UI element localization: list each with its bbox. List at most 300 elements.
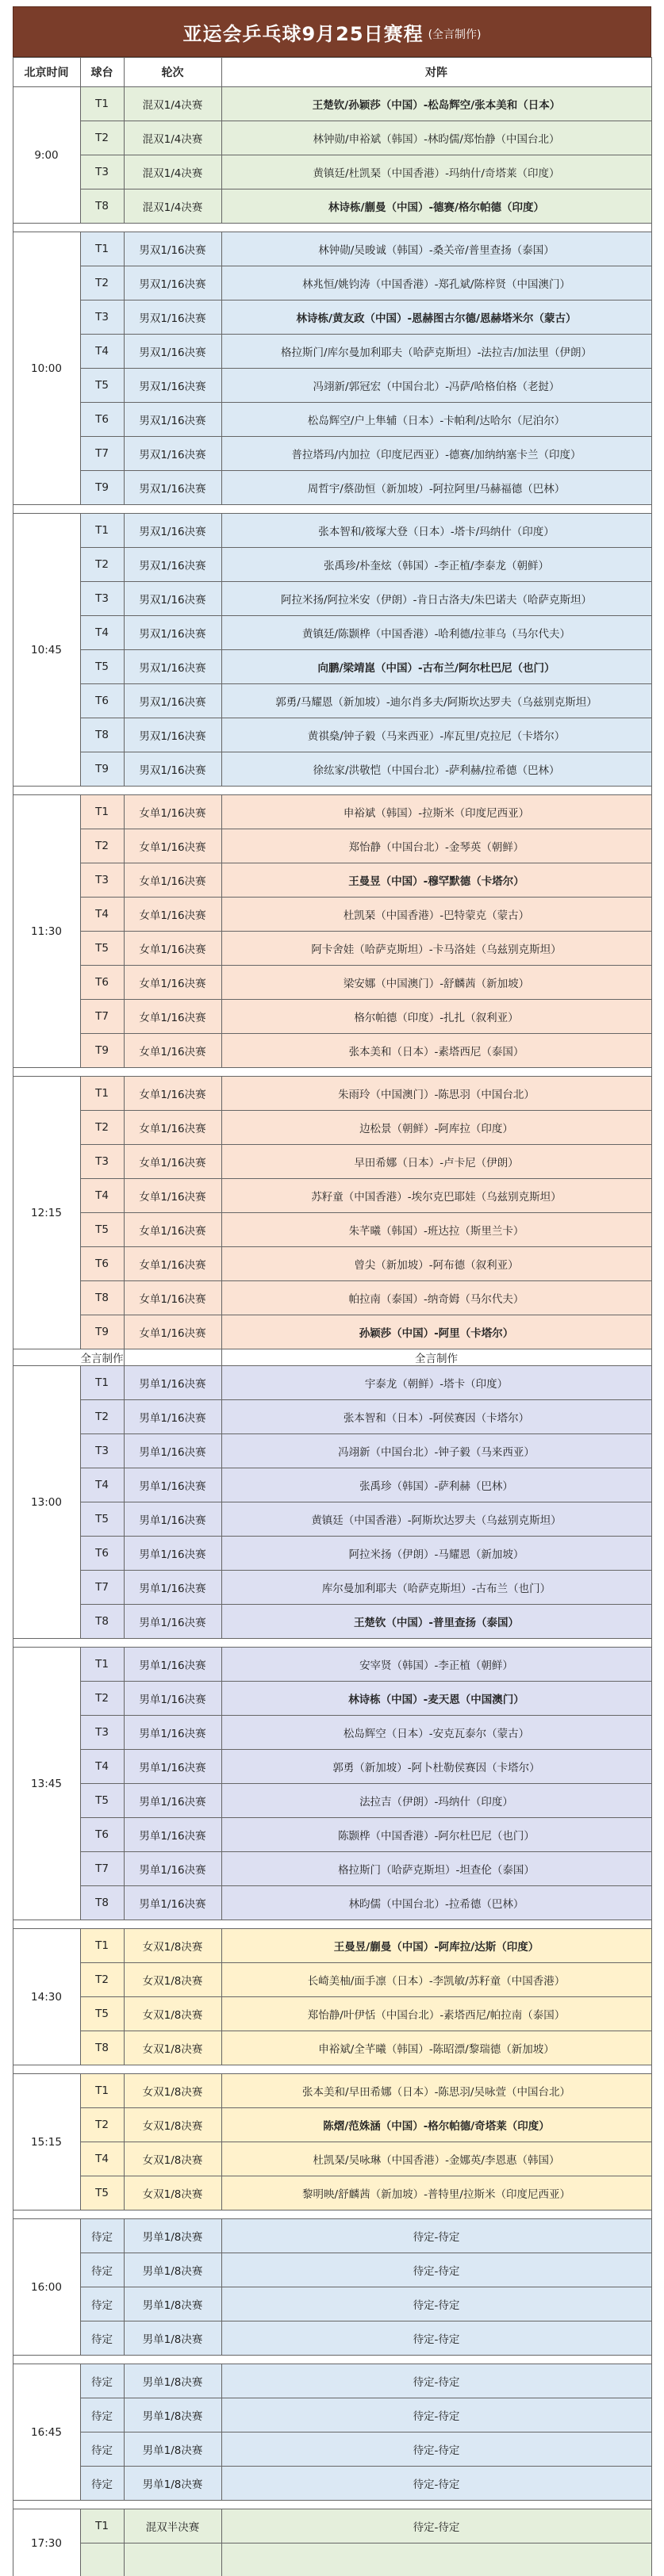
separator-cell bbox=[13, 224, 651, 232]
match-row bbox=[13, 1605, 651, 1639]
round-label: 男单1/16决赛 bbox=[124, 1605, 221, 1639]
table-number: T1 bbox=[80, 1366, 124, 1400]
round-label: 男单1/16决赛 bbox=[124, 1400, 221, 1434]
round-label: 女单1/16决赛 bbox=[124, 1281, 221, 1315]
match-pairing: 郑怡静/叶伊恬（中国台北）-素塔西尼/帕拉南（泰国） bbox=[221, 1997, 651, 2031]
time-slot: 10:45 bbox=[13, 514, 80, 787]
match-pairing: 待定-待定 bbox=[221, 2398, 651, 2432]
table-number: T2 bbox=[80, 1400, 124, 1434]
match-pairing: 冯翊新/郭冠宏（中国台北）-冯萨/哈格伯格（老挝） bbox=[221, 369, 651, 403]
round-label: 男单1/8决赛 bbox=[124, 2253, 221, 2287]
header-round: 轮次 bbox=[124, 58, 221, 87]
table-number: T3 bbox=[80, 582, 124, 616]
table-number: T1 bbox=[80, 232, 124, 266]
match-row bbox=[13, 2074, 651, 2108]
round-label: 混双1/4决赛 bbox=[124, 121, 221, 155]
match-row bbox=[13, 1852, 651, 1886]
match-row bbox=[13, 2432, 651, 2467]
match-row bbox=[13, 2031, 651, 2065]
table-number: T5 bbox=[80, 369, 124, 403]
match-row bbox=[13, 2543, 651, 2576]
round-label: 男单1/8决赛 bbox=[124, 2219, 221, 2253]
match-pairing: 张禹珍/朴奎炫（韩国）-李正植/李泰龙（朝鲜） bbox=[221, 548, 651, 582]
round-label: 女单1/16决赛 bbox=[124, 966, 221, 1000]
match-row bbox=[13, 932, 651, 966]
table-number: T2 bbox=[80, 548, 124, 582]
round-label: 男单1/16决赛 bbox=[124, 1537, 221, 1571]
round-label: 女单1/16决赛 bbox=[124, 898, 221, 932]
match-row bbox=[13, 1247, 651, 1281]
match-row bbox=[13, 863, 651, 898]
match-pairing: 待定-待定 bbox=[221, 2364, 651, 2398]
round-label: 男双1/16决赛 bbox=[124, 650, 221, 684]
table-number: T8 bbox=[80, 1605, 124, 1639]
round-label: 男双1/16决赛 bbox=[124, 335, 221, 369]
match-row bbox=[13, 232, 651, 266]
match-pairing: 早田希娜（日本）-卢卡尼（伊朗） bbox=[221, 1145, 651, 1179]
match-pairing: 阿拉米扬/阿拉米安（伊朗）-肯日古洛夫/朱巴诺夫（哈萨克斯坦） bbox=[221, 582, 651, 616]
table-number: T3 bbox=[80, 155, 124, 189]
match-row bbox=[13, 616, 651, 650]
table-number: T3 bbox=[80, 863, 124, 898]
round-label: 女单1/16决赛 bbox=[124, 1315, 221, 1349]
table-number: 待定 bbox=[80, 2467, 124, 2501]
match-pairing: 张禹珍（韩国）-萨利赫（巴林） bbox=[221, 1468, 651, 1502]
round-label: 男单1/8决赛 bbox=[124, 2467, 221, 2501]
round-label: 女双1/8决赛 bbox=[124, 2108, 221, 2142]
match-row bbox=[13, 1648, 651, 1682]
table-number: T1 bbox=[80, 2509, 124, 2543]
table-number: T3 bbox=[80, 300, 124, 335]
match-row bbox=[13, 2219, 651, 2253]
round-label: 男单1/8决赛 bbox=[124, 2287, 221, 2321]
round-label: 男双1/16决赛 bbox=[124, 718, 221, 752]
match-row bbox=[13, 2176, 651, 2210]
watermark-row bbox=[13, 1349, 651, 1366]
match-pairing: 黄镇廷/陈颢桦（中国香港）-哈利德/拉菲乌（马尔代夫） bbox=[221, 616, 651, 650]
match-pairing: 林诗栋/黄友政（中国）-恩赫图古尔德/恩赫塔米尔（蒙古） bbox=[221, 300, 651, 335]
block-separator bbox=[13, 1920, 651, 1929]
header-row bbox=[13, 58, 651, 87]
match-pairing: 长崎美柚/面手凛（日本）-李凯敏/苏籽童（中国香港） bbox=[221, 1963, 651, 1997]
match-row bbox=[13, 2398, 651, 2432]
round-label: 女双1/8决赛 bbox=[124, 1997, 221, 2031]
block-separator bbox=[13, 2210, 651, 2219]
round-label: 女单1/16决赛 bbox=[124, 1034, 221, 1068]
round-label: 混双1/4决赛 bbox=[124, 189, 221, 224]
match-pairing: 王楚钦/孙颖莎（中国）-松岛辉空/张本美和（日本） bbox=[221, 87, 651, 121]
table-number: T9 bbox=[80, 471, 124, 505]
match-row bbox=[13, 335, 651, 369]
round-label: 男双1/16决赛 bbox=[124, 437, 221, 471]
round-label: 男双1/16决赛 bbox=[124, 403, 221, 437]
match-pairing: 帕拉南（泰国）-纳奇姆（马尔代夫） bbox=[221, 1281, 651, 1315]
round-label: 女双1/8决赛 bbox=[124, 1929, 221, 1963]
table-number: 待定 bbox=[80, 2321, 124, 2356]
round-label: 女双1/8决赛 bbox=[124, 1963, 221, 1997]
match-pairing: 孙颖莎（中国）-阿里（卡塔尔） bbox=[221, 1315, 651, 1349]
table-number: T4 bbox=[80, 898, 124, 932]
round-label: 男单1/16决赛 bbox=[124, 1502, 221, 1537]
match-row bbox=[13, 1929, 651, 1963]
header-match: 对阵 bbox=[221, 58, 651, 87]
table-number: T2 bbox=[80, 266, 124, 300]
match-pairing: 郭勇/马耀恩（新加坡）-迪尔肖多夫/阿斯坎达罗夫（乌兹别克斯坦） bbox=[221, 684, 651, 718]
match-pairing: 边松景（朝鲜）-阿库拉（印度） bbox=[221, 1111, 651, 1145]
separator-cell bbox=[13, 1920, 651, 1929]
table-number: T6 bbox=[80, 1537, 124, 1571]
block-separator bbox=[13, 1068, 651, 1077]
round-label: 男单1/16决赛 bbox=[124, 1852, 221, 1886]
table-number: T2 bbox=[80, 829, 124, 863]
match-row bbox=[13, 1077, 651, 1111]
match-row bbox=[13, 1366, 651, 1400]
match-pairing: 周哲宇/蔡劭恒（新加坡）-阿拉阿里/马赫福德（巴林） bbox=[221, 471, 651, 505]
time-slot: 13:00 bbox=[13, 1366, 80, 1639]
match-row bbox=[13, 1997, 651, 2031]
match-pairing: 黄镇廷（中国香港）-阿斯坎达罗夫（乌兹别克斯坦） bbox=[221, 1502, 651, 1537]
match-pairing: 郑怡静（中国台北）-金琴英（朝鲜） bbox=[221, 829, 651, 863]
table-number: T6 bbox=[80, 966, 124, 1000]
table-number: T6 bbox=[80, 403, 124, 437]
match-row bbox=[13, 650, 651, 684]
match-pairing: 陈熠/范姝涵（中国）-格尔帕德/奇塔莱（印度） bbox=[221, 2108, 651, 2142]
round-label: 男单1/16决赛 bbox=[124, 1648, 221, 1682]
table-number: T7 bbox=[80, 1571, 124, 1605]
block-separator bbox=[13, 2356, 651, 2364]
match-pairing: 曾尖（新加坡）-阿布德（叙利亚） bbox=[221, 1247, 651, 1281]
match-row bbox=[13, 2509, 651, 2543]
round-label: 女双1/8决赛 bbox=[124, 2142, 221, 2176]
table-number: T1 bbox=[80, 1077, 124, 1111]
time-slot: 9:00 bbox=[13, 87, 80, 224]
table-number: T1 bbox=[80, 2074, 124, 2108]
table-number: T8 bbox=[80, 2031, 124, 2065]
table-number: 待定 bbox=[80, 2432, 124, 2467]
table-number: T1 bbox=[80, 514, 124, 548]
match-pairing: 朱芊曦（韩国）-班达拉（斯里兰卡） bbox=[221, 1213, 651, 1247]
match-pairing: 普拉塔玛/内加拉（印度尼西亚）-德赛/加纳纳塞卡兰（印度） bbox=[221, 437, 651, 471]
match-row bbox=[13, 437, 651, 471]
round-label: 男双1/16决赛 bbox=[124, 684, 221, 718]
match-row bbox=[13, 795, 651, 829]
separator-cell bbox=[13, 2065, 651, 2074]
match-pairing: 黄镇廷/杜凯琹（中国香港）-玛纳什/奇塔莱（印度） bbox=[221, 155, 651, 189]
header-table: 球台 bbox=[80, 58, 124, 87]
match-pairing: 格尔帕德（印度）-扎扎（叙利亚） bbox=[221, 1000, 651, 1034]
round-label: 男双1/16决赛 bbox=[124, 369, 221, 403]
title-bar bbox=[13, 6, 651, 57]
match-row bbox=[13, 1434, 651, 1468]
match-pairing: 黎明映/舒麟茜（新加坡）-普特里/拉斯米（印度尼西亚） bbox=[221, 2176, 651, 2210]
match-row bbox=[13, 829, 651, 863]
match-pairing: 林诗栋（中国）-麦天恩（中国澳门） bbox=[221, 1682, 651, 1716]
match-row bbox=[13, 403, 651, 437]
match-pairing: 松岛辉空（日本）-安克瓦泰尔（蒙古） bbox=[221, 1716, 651, 1750]
watermark-center: 全言制作 bbox=[221, 1349, 651, 1366]
match-pairing: 陈颢桦（中国香港）-阿尔杜巴尼（也门） bbox=[221, 1818, 651, 1852]
match-row bbox=[13, 2321, 651, 2356]
round-label: 男单1/16决赛 bbox=[124, 1750, 221, 1784]
match-pairing: 格拉斯门（哈萨克斯坦）-坦查伦（泰国） bbox=[221, 1852, 651, 1886]
match-row bbox=[13, 1034, 651, 1068]
match-row bbox=[13, 1179, 651, 1213]
match-row bbox=[13, 898, 651, 932]
table-number: T8 bbox=[80, 1281, 124, 1315]
round-label: 男双1/16决赛 bbox=[124, 582, 221, 616]
match-row bbox=[13, 718, 651, 752]
schedule-body bbox=[13, 87, 651, 2576]
header-time: 北京时间 bbox=[13, 58, 80, 87]
match-row bbox=[13, 684, 651, 718]
round-label: 女双1/8决赛 bbox=[124, 2176, 221, 2210]
separator-cell bbox=[13, 505, 651, 514]
match-row bbox=[13, 1145, 651, 1179]
match-row bbox=[13, 471, 651, 505]
block-separator bbox=[13, 1639, 651, 1648]
round-label: 男单1/8决赛 bbox=[124, 2321, 221, 2356]
match-pairing: 待定-待定 bbox=[221, 2321, 651, 2356]
table-number: T4 bbox=[80, 1468, 124, 1502]
round-label: 男双1/16决赛 bbox=[124, 300, 221, 335]
match-pairing: 林昀儒（中国台北）-拉希德（巴林） bbox=[221, 1886, 651, 1920]
match-row bbox=[13, 2253, 651, 2287]
table-number: T2 bbox=[80, 1963, 124, 1997]
round-label: 女双1/8决赛 bbox=[124, 2031, 221, 2065]
page-title: 亚运会乒乓球9月25日赛程 bbox=[182, 22, 424, 45]
table-number: T1 bbox=[80, 1929, 124, 1963]
table-number: T4 bbox=[80, 1750, 124, 1784]
round-label: 女单1/16决赛 bbox=[124, 1145, 221, 1179]
time-slot: 15:15 bbox=[13, 2074, 80, 2210]
table-number: T5 bbox=[80, 2176, 124, 2210]
round-label: 男单1/16决赛 bbox=[124, 1716, 221, 1750]
match-row bbox=[13, 1213, 651, 1247]
table-number: 待定 bbox=[80, 2364, 124, 2398]
table-number: T9 bbox=[80, 1034, 124, 1068]
round-label: 女单1/16决赛 bbox=[124, 863, 221, 898]
match-pairing: 张本智和/筱塚大登（日本）-塔卡/玛纳什（印度） bbox=[221, 514, 651, 548]
match-row bbox=[13, 1886, 651, 1920]
round-label: 男单1/8决赛 bbox=[124, 2432, 221, 2467]
round-label: 男单1/16决赛 bbox=[124, 1886, 221, 1920]
match-pairing: 法拉吉（伊朗）-玛纳什（印度） bbox=[221, 1784, 651, 1818]
match-pairing: 徐纮家/洪敬恺（中国台北）-萨利赫/拉希德（巴林） bbox=[221, 752, 651, 787]
table-number: T8 bbox=[80, 1886, 124, 1920]
match-pairing: 朱雨玲（中国澳门）-陈思羽（中国台北） bbox=[221, 1077, 651, 1111]
match-row bbox=[13, 1537, 651, 1571]
match-pairing: 待定-待定 bbox=[221, 2509, 651, 2543]
table-number: T3 bbox=[80, 1145, 124, 1179]
round-label: 男双1/16决赛 bbox=[124, 232, 221, 266]
match-row bbox=[13, 1281, 651, 1315]
match-row bbox=[13, 1682, 651, 1716]
match-pairing: 冯翊新（中国台北）-钟子毅（马来西亚） bbox=[221, 1434, 651, 1468]
block-separator bbox=[13, 2501, 651, 2509]
round-label: 女双1/8决赛 bbox=[124, 2074, 221, 2108]
block-separator bbox=[13, 2065, 651, 2074]
match-pairing: 杜凯琹（中国香港）-巴特蒙克（蒙古） bbox=[221, 898, 651, 932]
round-label: 混双1/4决赛 bbox=[124, 87, 221, 121]
match-pairing: 林钟勋/吴晙诚（韩国）-桑关帝/普里查扬（泰国） bbox=[221, 232, 651, 266]
match-row bbox=[13, 369, 651, 403]
match-pairing: 格拉斯门/库尔曼加利耶夫（哈萨克斯坦）-法拉吉/加法里（伊朗） bbox=[221, 335, 651, 369]
round-label: 男双1/16决赛 bbox=[124, 752, 221, 787]
round-label: 女单1/16决赛 bbox=[124, 795, 221, 829]
round-label: 混双半决赛 bbox=[124, 2509, 221, 2543]
separator-cell bbox=[13, 2210, 651, 2219]
match-row bbox=[13, 1784, 651, 1818]
match-row bbox=[13, 2467, 651, 2501]
time-slot: 10:00 bbox=[13, 232, 80, 505]
time-slot: 17:30 bbox=[13, 2509, 80, 2576]
round-label: 男单1/16决赛 bbox=[124, 1366, 221, 1400]
table-number: T5 bbox=[80, 1784, 124, 1818]
table-number: T5 bbox=[80, 1213, 124, 1247]
table-number: T2 bbox=[80, 2108, 124, 2142]
match-row bbox=[13, 1502, 651, 1537]
watermark-spacer bbox=[124, 1349, 221, 1366]
match-pairing: 梁安娜（中国澳门）-舒麟茜（新加坡） bbox=[221, 966, 651, 1000]
match-row bbox=[13, 1468, 651, 1502]
match-row bbox=[13, 966, 651, 1000]
match-pairing: 林诗栋/蒯曼（中国）-德赛/格尔帕德（印度） bbox=[221, 189, 651, 224]
table-number: T3 bbox=[80, 1434, 124, 1468]
match-row bbox=[13, 189, 651, 224]
round-label: 男单1/8决赛 bbox=[124, 2364, 221, 2398]
table-number: T9 bbox=[80, 1315, 124, 1349]
match-pairing: 王楚钦（中国）-普里查扬（泰国） bbox=[221, 1605, 651, 1639]
match-row bbox=[13, 1716, 651, 1750]
round-label: 男单1/16决赛 bbox=[124, 1468, 221, 1502]
match-row bbox=[13, 266, 651, 300]
table-number: T7 bbox=[80, 1852, 124, 1886]
table-number: T4 bbox=[80, 335, 124, 369]
block-separator bbox=[13, 505, 651, 514]
round-label: 女单1/16决赛 bbox=[124, 1179, 221, 1213]
separator-cell bbox=[13, 787, 651, 795]
match-pairing: 向鹏/梁靖崑（中国）-古布兰/阿尔杜巴尼（也门） bbox=[221, 650, 651, 684]
match-row bbox=[13, 548, 651, 582]
table-number: T2 bbox=[80, 1111, 124, 1145]
table-number: T6 bbox=[80, 1818, 124, 1852]
table-number: T5 bbox=[80, 1997, 124, 2031]
table-number: T5 bbox=[80, 1502, 124, 1537]
match-pairing: 松岛辉空/户上隼辅（日本）-卡帕利/达哈尔（尼泊尔） bbox=[221, 403, 651, 437]
match-row bbox=[13, 2142, 651, 2176]
round-label: 女单1/16决赛 bbox=[124, 1111, 221, 1145]
time-slot: 13:45 bbox=[13, 1648, 80, 1920]
page-subtitle: (全言制作) bbox=[428, 29, 482, 41]
match-pairing: 黄祺燊/钟子毅（马来西亚）-库瓦里/克拉尼（卡塔尔） bbox=[221, 718, 651, 752]
round-label: 女单1/16决赛 bbox=[124, 1247, 221, 1281]
table-number: T4 bbox=[80, 2142, 124, 2176]
table-number: T7 bbox=[80, 437, 124, 471]
time-slot: 11:30 bbox=[13, 795, 80, 1068]
table-number: T1 bbox=[80, 87, 124, 121]
table-number bbox=[80, 2543, 124, 2576]
schedule-table bbox=[13, 57, 652, 2576]
round-label: 男双1/16决赛 bbox=[124, 471, 221, 505]
match-row bbox=[13, 155, 651, 189]
match-row bbox=[13, 1963, 651, 1997]
match-row bbox=[13, 1111, 651, 1145]
match-pairing: 张本美和/早田希娜（日本）-陈思羽/吴咏萱（中国台北） bbox=[221, 2074, 651, 2108]
match-row bbox=[13, 2108, 651, 2142]
separator-cell bbox=[13, 2356, 651, 2364]
block-separator bbox=[13, 787, 651, 795]
time-slot: 14:30 bbox=[13, 1929, 80, 2065]
match-row bbox=[13, 582, 651, 616]
table-number: T9 bbox=[80, 752, 124, 787]
round-label: 男单1/16决赛 bbox=[124, 1818, 221, 1852]
round-label bbox=[124, 2543, 221, 2576]
match-pairing: 申裕斌（韩国）-拉斯米（印度尼西亚） bbox=[221, 795, 651, 829]
table-number: T2 bbox=[80, 1682, 124, 1716]
match-pairing: 待定-待定 bbox=[221, 2432, 651, 2467]
round-label: 男单1/16决赛 bbox=[124, 1434, 221, 1468]
match-pairing: 待定-待定 bbox=[221, 2219, 651, 2253]
match-pairing: 郭勇（新加坡）-阿卜杜勒侯赛因（卡塔尔） bbox=[221, 1750, 651, 1784]
table-number: T7 bbox=[80, 1000, 124, 1034]
table-number: T6 bbox=[80, 684, 124, 718]
match-row bbox=[13, 1750, 651, 1784]
round-label: 男单1/16决赛 bbox=[124, 1682, 221, 1716]
match-row bbox=[13, 752, 651, 787]
watermark-left: 全言制作 bbox=[13, 1349, 124, 1366]
match-pairing: 阿卡舍娃（哈萨克斯坦）-卡马洛娃（乌兹别克斯坦） bbox=[221, 932, 651, 966]
table-number: T8 bbox=[80, 189, 124, 224]
match-row bbox=[13, 2364, 651, 2398]
round-label: 男双1/16决赛 bbox=[124, 266, 221, 300]
table-number: T4 bbox=[80, 1179, 124, 1213]
time-slot: 12:15 bbox=[13, 1077, 80, 1349]
table-number: T8 bbox=[80, 718, 124, 752]
match-row bbox=[13, 514, 651, 548]
match-pairing: 王曼昱/蒯曼（中国）-阿库拉/达斯（印度） bbox=[221, 1929, 651, 1963]
match-pairing: 待定-待定 bbox=[221, 2253, 651, 2287]
block-separator bbox=[13, 224, 651, 232]
match-pairing: 王曼昱（中国）-穆罕默德（卡塔尔） bbox=[221, 863, 651, 898]
match-row bbox=[13, 1818, 651, 1852]
match-row bbox=[13, 1571, 651, 1605]
separator-cell bbox=[13, 2501, 651, 2509]
match-pairing: 张本美和（日本）-素塔西尼（泰国） bbox=[221, 1034, 651, 1068]
round-label: 男单1/16决赛 bbox=[124, 1784, 221, 1818]
match-pairing: 待定-待定 bbox=[221, 2467, 651, 2501]
round-label: 女单1/16决赛 bbox=[124, 829, 221, 863]
match-row bbox=[13, 2287, 651, 2321]
table-number: T6 bbox=[80, 1247, 124, 1281]
round-label: 混双1/4决赛 bbox=[124, 155, 221, 189]
time-slot: 16:45 bbox=[13, 2364, 80, 2501]
match-pairing: 杜凯琹/吴咏琳（中国香港）-金娜英/李恩惠（韩国） bbox=[221, 2142, 651, 2176]
match-pairing: 待定-待定 bbox=[221, 2287, 651, 2321]
match-row bbox=[13, 1315, 651, 1349]
separator-cell bbox=[13, 1068, 651, 1077]
round-label: 男双1/16决赛 bbox=[124, 514, 221, 548]
match-pairing: 宇泰龙（朝鲜）-塔卡（印度） bbox=[221, 1366, 651, 1400]
match-pairing: 林兆恒/姚钧涛（中国香港）-郑孔斌/陈梓贤（中国澳门） bbox=[221, 266, 651, 300]
match-pairing: 张本智和（日本）-阿侯赛因（卡塔尔） bbox=[221, 1400, 651, 1434]
match-pairing: 苏籽童（中国香港）-埃尔克巴耶娃（乌兹别克斯坦） bbox=[221, 1179, 651, 1213]
round-label: 女单1/16决赛 bbox=[124, 932, 221, 966]
round-label: 男双1/16决赛 bbox=[124, 616, 221, 650]
table-number: T1 bbox=[80, 795, 124, 829]
table-number: T5 bbox=[80, 650, 124, 684]
match-row bbox=[13, 1400, 651, 1434]
round-label: 女单1/16决赛 bbox=[124, 1000, 221, 1034]
